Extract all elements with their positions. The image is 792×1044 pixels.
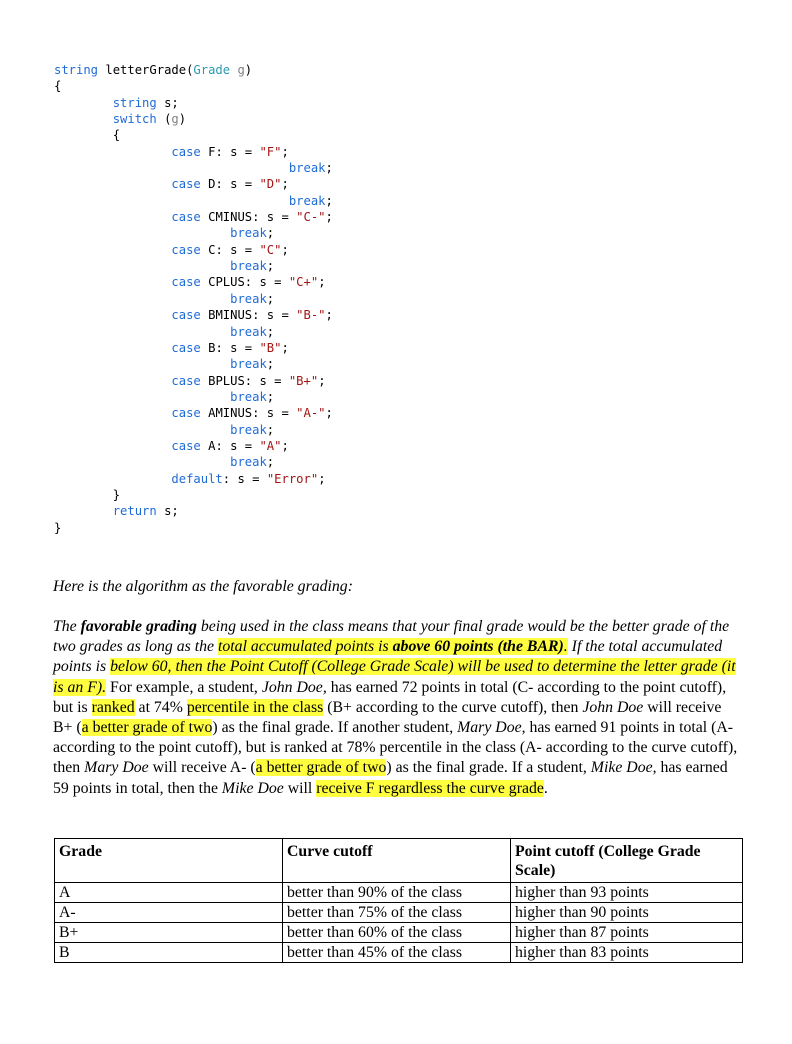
code-token: ; xyxy=(318,275,326,290)
table-row xyxy=(55,943,743,963)
curve-cell: better than 75% of the class xyxy=(283,903,511,923)
grade-cell: A xyxy=(55,883,283,903)
code-token: ; xyxy=(281,438,289,453)
code-line xyxy=(54,307,333,323)
code-token xyxy=(54,374,171,388)
header-point-cutoff: Point cutoff (College Grade Scale) xyxy=(511,839,743,883)
code-line xyxy=(54,373,333,389)
code-line xyxy=(54,471,333,487)
code-token: case xyxy=(171,242,201,257)
code-token xyxy=(54,226,230,240)
code-token: ; xyxy=(325,406,333,421)
highlighted-text: . xyxy=(563,638,568,656)
code-token xyxy=(54,308,171,322)
point-cell: higher than 93 points xyxy=(511,883,743,903)
code-token: ; xyxy=(266,422,275,437)
code-token: } xyxy=(54,520,62,535)
code-token: break xyxy=(230,422,267,437)
paragraph-text: (B+ according to the curve cutoff), then xyxy=(323,698,583,716)
code-token: case xyxy=(171,373,201,388)
code-token: : s = xyxy=(222,471,267,486)
code-token: B: s = xyxy=(200,340,260,355)
paragraph-text: Mike Doe xyxy=(221,779,284,797)
code-token: ; xyxy=(281,177,289,192)
code-token: ; xyxy=(266,389,275,404)
code-line xyxy=(54,193,333,209)
code-token xyxy=(54,455,230,469)
code-token: ) xyxy=(244,63,253,77)
code-token xyxy=(54,406,171,420)
code-line xyxy=(54,438,333,454)
paragraph-text: will xyxy=(283,779,317,797)
code-token: ; xyxy=(281,242,289,257)
code-token xyxy=(54,341,171,355)
highlighted-text: ranked xyxy=(91,698,135,716)
code-token: case xyxy=(171,308,201,323)
code-token: "C+" xyxy=(288,275,319,290)
algorithm-intro: Here is the algorithm as the favorable grading: xyxy=(53,578,353,595)
code-line xyxy=(54,95,333,111)
code-token: "Error" xyxy=(266,471,319,486)
code-token xyxy=(54,243,171,257)
paragraph-text: For example, a student, xyxy=(106,678,262,696)
code-token: "B-" xyxy=(296,308,326,323)
code-token: "D" xyxy=(259,177,282,192)
point-cell: higher than 83 points xyxy=(511,943,743,963)
code-token: ; xyxy=(266,357,275,372)
code-token: break xyxy=(230,455,267,470)
code-token: break xyxy=(230,324,267,339)
paragraph-text: Mary Doe xyxy=(84,759,149,777)
code-block xyxy=(54,62,333,536)
paragraph-text: ) as the final grade. If another student, xyxy=(212,719,458,737)
code-line xyxy=(54,340,333,356)
code-token xyxy=(54,145,171,159)
code-line xyxy=(54,242,333,258)
code-token: case xyxy=(171,340,201,355)
code-token xyxy=(54,112,113,126)
code-token: } xyxy=(54,487,121,502)
code-line xyxy=(54,62,333,78)
code-token: ; xyxy=(318,373,326,388)
table-row xyxy=(55,883,743,903)
code-token: ; xyxy=(325,308,333,323)
code-token: break xyxy=(230,357,267,372)
code-token: string xyxy=(54,63,99,77)
code-token: ; xyxy=(266,455,275,470)
code-token: ; xyxy=(325,210,333,225)
highlighted-text: total accumulated points is xyxy=(218,638,393,656)
code-token: case xyxy=(171,177,201,192)
paragraph-text: Mike Doe xyxy=(590,759,653,777)
code-line xyxy=(54,454,333,470)
code-token: g xyxy=(171,112,179,127)
code-token: ; xyxy=(318,471,326,486)
code-token: letterGrade( xyxy=(98,63,194,77)
code-token: { xyxy=(54,128,121,143)
code-token xyxy=(54,210,171,224)
paragraph-text: will receive B+ ( xyxy=(53,698,722,737)
table-row xyxy=(55,923,743,943)
code-token xyxy=(54,472,171,486)
code-token xyxy=(54,357,230,371)
code-token: switch xyxy=(112,112,157,127)
code-token: break xyxy=(230,389,267,404)
code-token: Grade xyxy=(193,63,231,77)
code-token: C: s = xyxy=(200,242,260,257)
curve-cell: better than 60% of the class xyxy=(283,923,511,943)
code-token: { xyxy=(54,79,62,94)
code-line xyxy=(54,258,333,274)
code-token: break xyxy=(288,161,326,176)
highlighted-text: a better grade of two xyxy=(81,719,213,737)
grading-paragraph xyxy=(53,617,743,799)
code-token: "C-" xyxy=(296,210,326,225)
code-line xyxy=(54,176,333,192)
grade-table xyxy=(54,838,743,963)
code-token: break xyxy=(288,193,326,208)
code-token: ; xyxy=(325,193,333,208)
code-token: ( xyxy=(156,112,172,127)
code-line xyxy=(54,356,333,372)
code-line xyxy=(54,225,333,241)
code-token xyxy=(54,96,113,110)
code-token: BPLUS: s = xyxy=(200,373,289,388)
paragraph-text: will receive A- ( xyxy=(148,759,256,777)
code-token: A: s = xyxy=(200,438,260,453)
paragraph-text: ) as the final grade. If a student, xyxy=(386,759,591,777)
paragraph-text: at 74% xyxy=(134,698,187,716)
code-line xyxy=(54,487,333,503)
code-token: g xyxy=(237,63,245,77)
code-token: case xyxy=(171,144,201,159)
code-token: string xyxy=(112,95,157,110)
highlighted-text: below 60, then the Point Cutoff (College Grade Scale) will be used to determine the letter grade (it is an F). xyxy=(53,658,736,696)
code-token xyxy=(54,292,230,306)
grade-cell: A- xyxy=(55,903,283,923)
code-token: "B" xyxy=(259,340,282,355)
code-token: ) xyxy=(178,112,187,127)
header-grade: Grade xyxy=(55,839,283,883)
table-header-row xyxy=(55,839,743,883)
grade-cell: B xyxy=(55,943,283,963)
point-cell: higher than 87 points xyxy=(511,923,743,943)
code-line xyxy=(54,78,333,94)
code-token xyxy=(54,177,171,191)
grade-cell: B+ xyxy=(55,923,283,943)
header-curve-cutoff: Curve cutoff xyxy=(283,839,511,883)
code-token xyxy=(54,504,113,518)
code-token: default xyxy=(171,471,223,486)
code-token: break xyxy=(230,291,267,306)
code-token: ; xyxy=(266,291,275,306)
code-line xyxy=(54,503,333,519)
code-token: F: s = xyxy=(200,144,260,159)
code-token xyxy=(54,275,171,289)
highlighted-text: percentile in the class xyxy=(186,698,324,716)
code-token: "A-" xyxy=(296,406,326,421)
code-line xyxy=(54,520,333,536)
code-token: "B+" xyxy=(288,373,319,388)
code-token: ; xyxy=(266,226,275,241)
highlighted-text: above 60 points (the BAR) xyxy=(392,638,564,656)
code-token xyxy=(54,161,289,175)
code-token: case xyxy=(171,406,201,421)
code-token: ; xyxy=(281,144,289,159)
code-token: s; xyxy=(156,504,179,519)
code-line xyxy=(54,160,333,176)
code-line xyxy=(54,209,333,225)
paragraph-text: . xyxy=(543,779,548,797)
code-token: case xyxy=(171,438,201,453)
paragraph-text: has earned 72 points in total (C- according to the point cutoff), but is xyxy=(53,678,727,716)
curve-cell: better than 45% of the class xyxy=(283,943,511,963)
code-line xyxy=(54,389,333,405)
code-line xyxy=(54,274,333,290)
code-token: case xyxy=(171,275,201,290)
code-token: ; xyxy=(325,161,333,176)
code-token: CMINUS: s = xyxy=(200,210,297,225)
point-cell: higher than 90 points xyxy=(511,903,743,923)
paragraph-text: , has earned 91 points in total (A- according to the point cutoff), but is ranked at 78% percentile in the class (A- according to the curve cutoff), then xyxy=(53,719,738,777)
code-token xyxy=(54,423,230,437)
code-token: break xyxy=(230,259,267,274)
paragraph-text: , has earned 59 points in total, then the xyxy=(53,759,728,797)
paragraph-text: favorable grading xyxy=(80,618,197,635)
code-token: AMINUS: s = xyxy=(200,406,297,421)
paragraph-text: being used in the class means that your final grade would be the better grade of the two grades as long as the xyxy=(53,618,730,656)
code-line xyxy=(54,127,333,143)
paragraph-text: If the total accumulated points is xyxy=(53,638,723,676)
code-token: "F" xyxy=(259,144,282,159)
code-token xyxy=(54,259,230,273)
code-token: ; xyxy=(266,259,275,274)
highlighted-text: a better grade of two xyxy=(255,759,387,777)
code-token: ; xyxy=(266,324,275,339)
code-token: "A" xyxy=(259,438,282,453)
code-token xyxy=(54,390,230,404)
code-line xyxy=(54,422,333,438)
curve-cell: better than 90% of the class xyxy=(283,883,511,903)
code-token: break xyxy=(230,226,267,241)
code-token: BMINUS: s = xyxy=(200,308,297,323)
code-token xyxy=(54,325,230,339)
code-token: ; xyxy=(281,340,289,355)
code-line xyxy=(54,291,333,307)
code-token: D: s = xyxy=(200,177,260,192)
code-token xyxy=(54,439,171,453)
highlighted-text: receive F regardless the curve grade xyxy=(316,779,544,797)
code-line xyxy=(54,324,333,340)
paragraph-text: John Doe, xyxy=(261,678,327,696)
code-line xyxy=(54,144,333,160)
code-token: "C" xyxy=(259,242,282,257)
paragraph-text: John Doe xyxy=(582,698,644,716)
code-line xyxy=(54,111,333,127)
code-token: CPLUS: s = xyxy=(200,275,289,290)
paragraph-text: The xyxy=(53,618,81,635)
code-token: case xyxy=(171,210,201,225)
paragraph-text: Mary Doe xyxy=(457,719,522,737)
code-line xyxy=(54,405,333,421)
code-token: return xyxy=(112,504,157,519)
code-token xyxy=(54,194,289,208)
code-token: s; xyxy=(156,95,179,110)
table-row xyxy=(55,903,743,923)
